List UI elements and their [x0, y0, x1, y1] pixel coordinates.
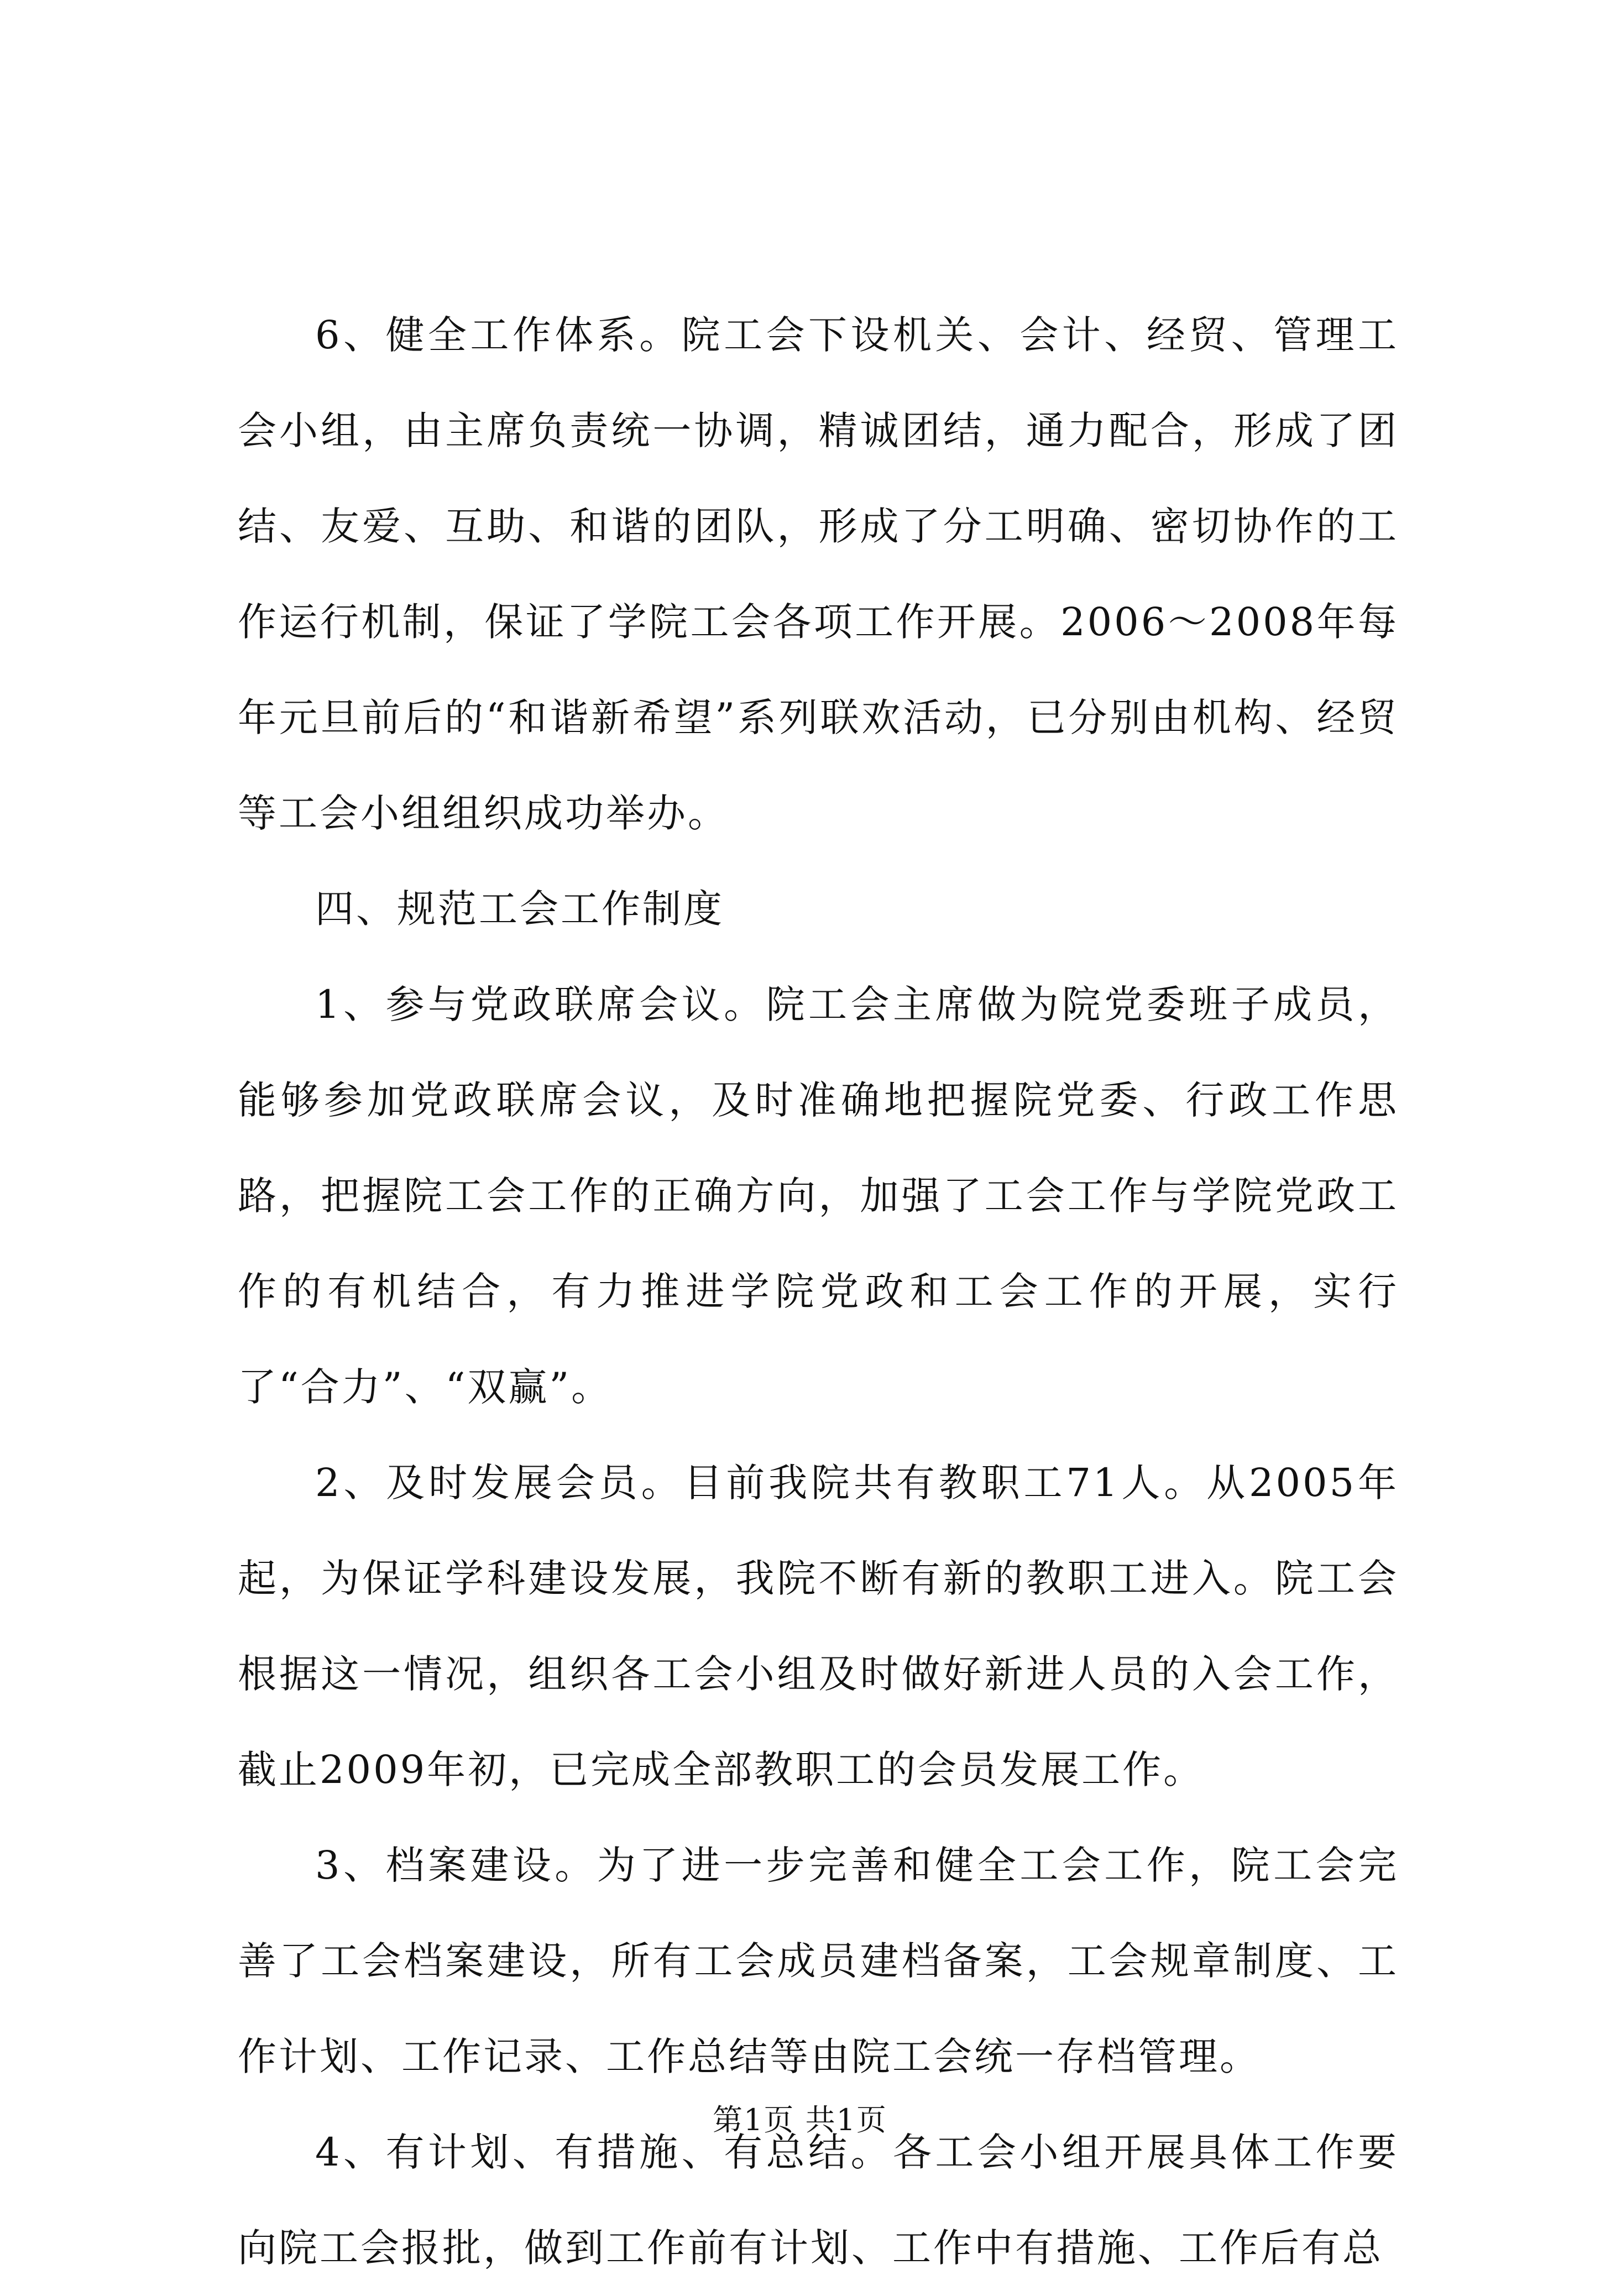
section-heading-regulate-system: 四、规范工会工作制度	[315, 886, 724, 932]
paragraph-archive-building: 3、档案建设。为了进一步完善和健全工会工作，院工会完善了工会档案建设，所有工会成员建档备案，工会规章制度、工作计划、工作记录、工作总结等由院工会统一存档管理。	[238, 1843, 1399, 2079]
document-body	[238, 287, 1399, 2296]
paragraph-work-system: 6、健全工作体系。院工会下设机关、会计、经贸、管理工会小组，由主席负责统一协调，精诚团结，通力配合，形成了团结、友爱、互助、和谐的团队，形成了分工明确、密切协作的工作运行机制，保证了学院工会各项工作开展。2006～2008年每年元旦前后的“和谐新希望”系列联欢活动，已分别由机构、经贸等工会小组组织成功举办。	[238, 312, 1399, 836]
page-number-footer: 第1页 共1页	[713, 2103, 887, 2137]
paragraph-joint-meeting: 1、参与党政联席会议。院工会主席做为院党委班子成员，能够参加党政联席会议，及时准确地把握院党委、行政工作思路，把握院工会工作的正确方向，加强了工会工作与学院党政工作的有机结合，有力推进学院党政和工会工作的开展，实行了“合力”、“双赢”。	[238, 982, 1399, 1410]
paragraph-member-development: 2、及时发展会员。目前我院共有教职工71人。从2005年起，为保证学科建设发展，我院不断有新的教职工进入。院工会根据这一情况，组织各工会小组及时做好新进人员的入会工作，截止2009年初，已完成全部教职工的会员发展工作。	[238, 1460, 1399, 1792]
paragraph-plan-measures-summary: 4、有计划、有措施、有总结。各工会小组开展具体工作要向院工会报批，做到工作前有计划、工作中有措施、工作后有总	[238, 2130, 1399, 2271]
